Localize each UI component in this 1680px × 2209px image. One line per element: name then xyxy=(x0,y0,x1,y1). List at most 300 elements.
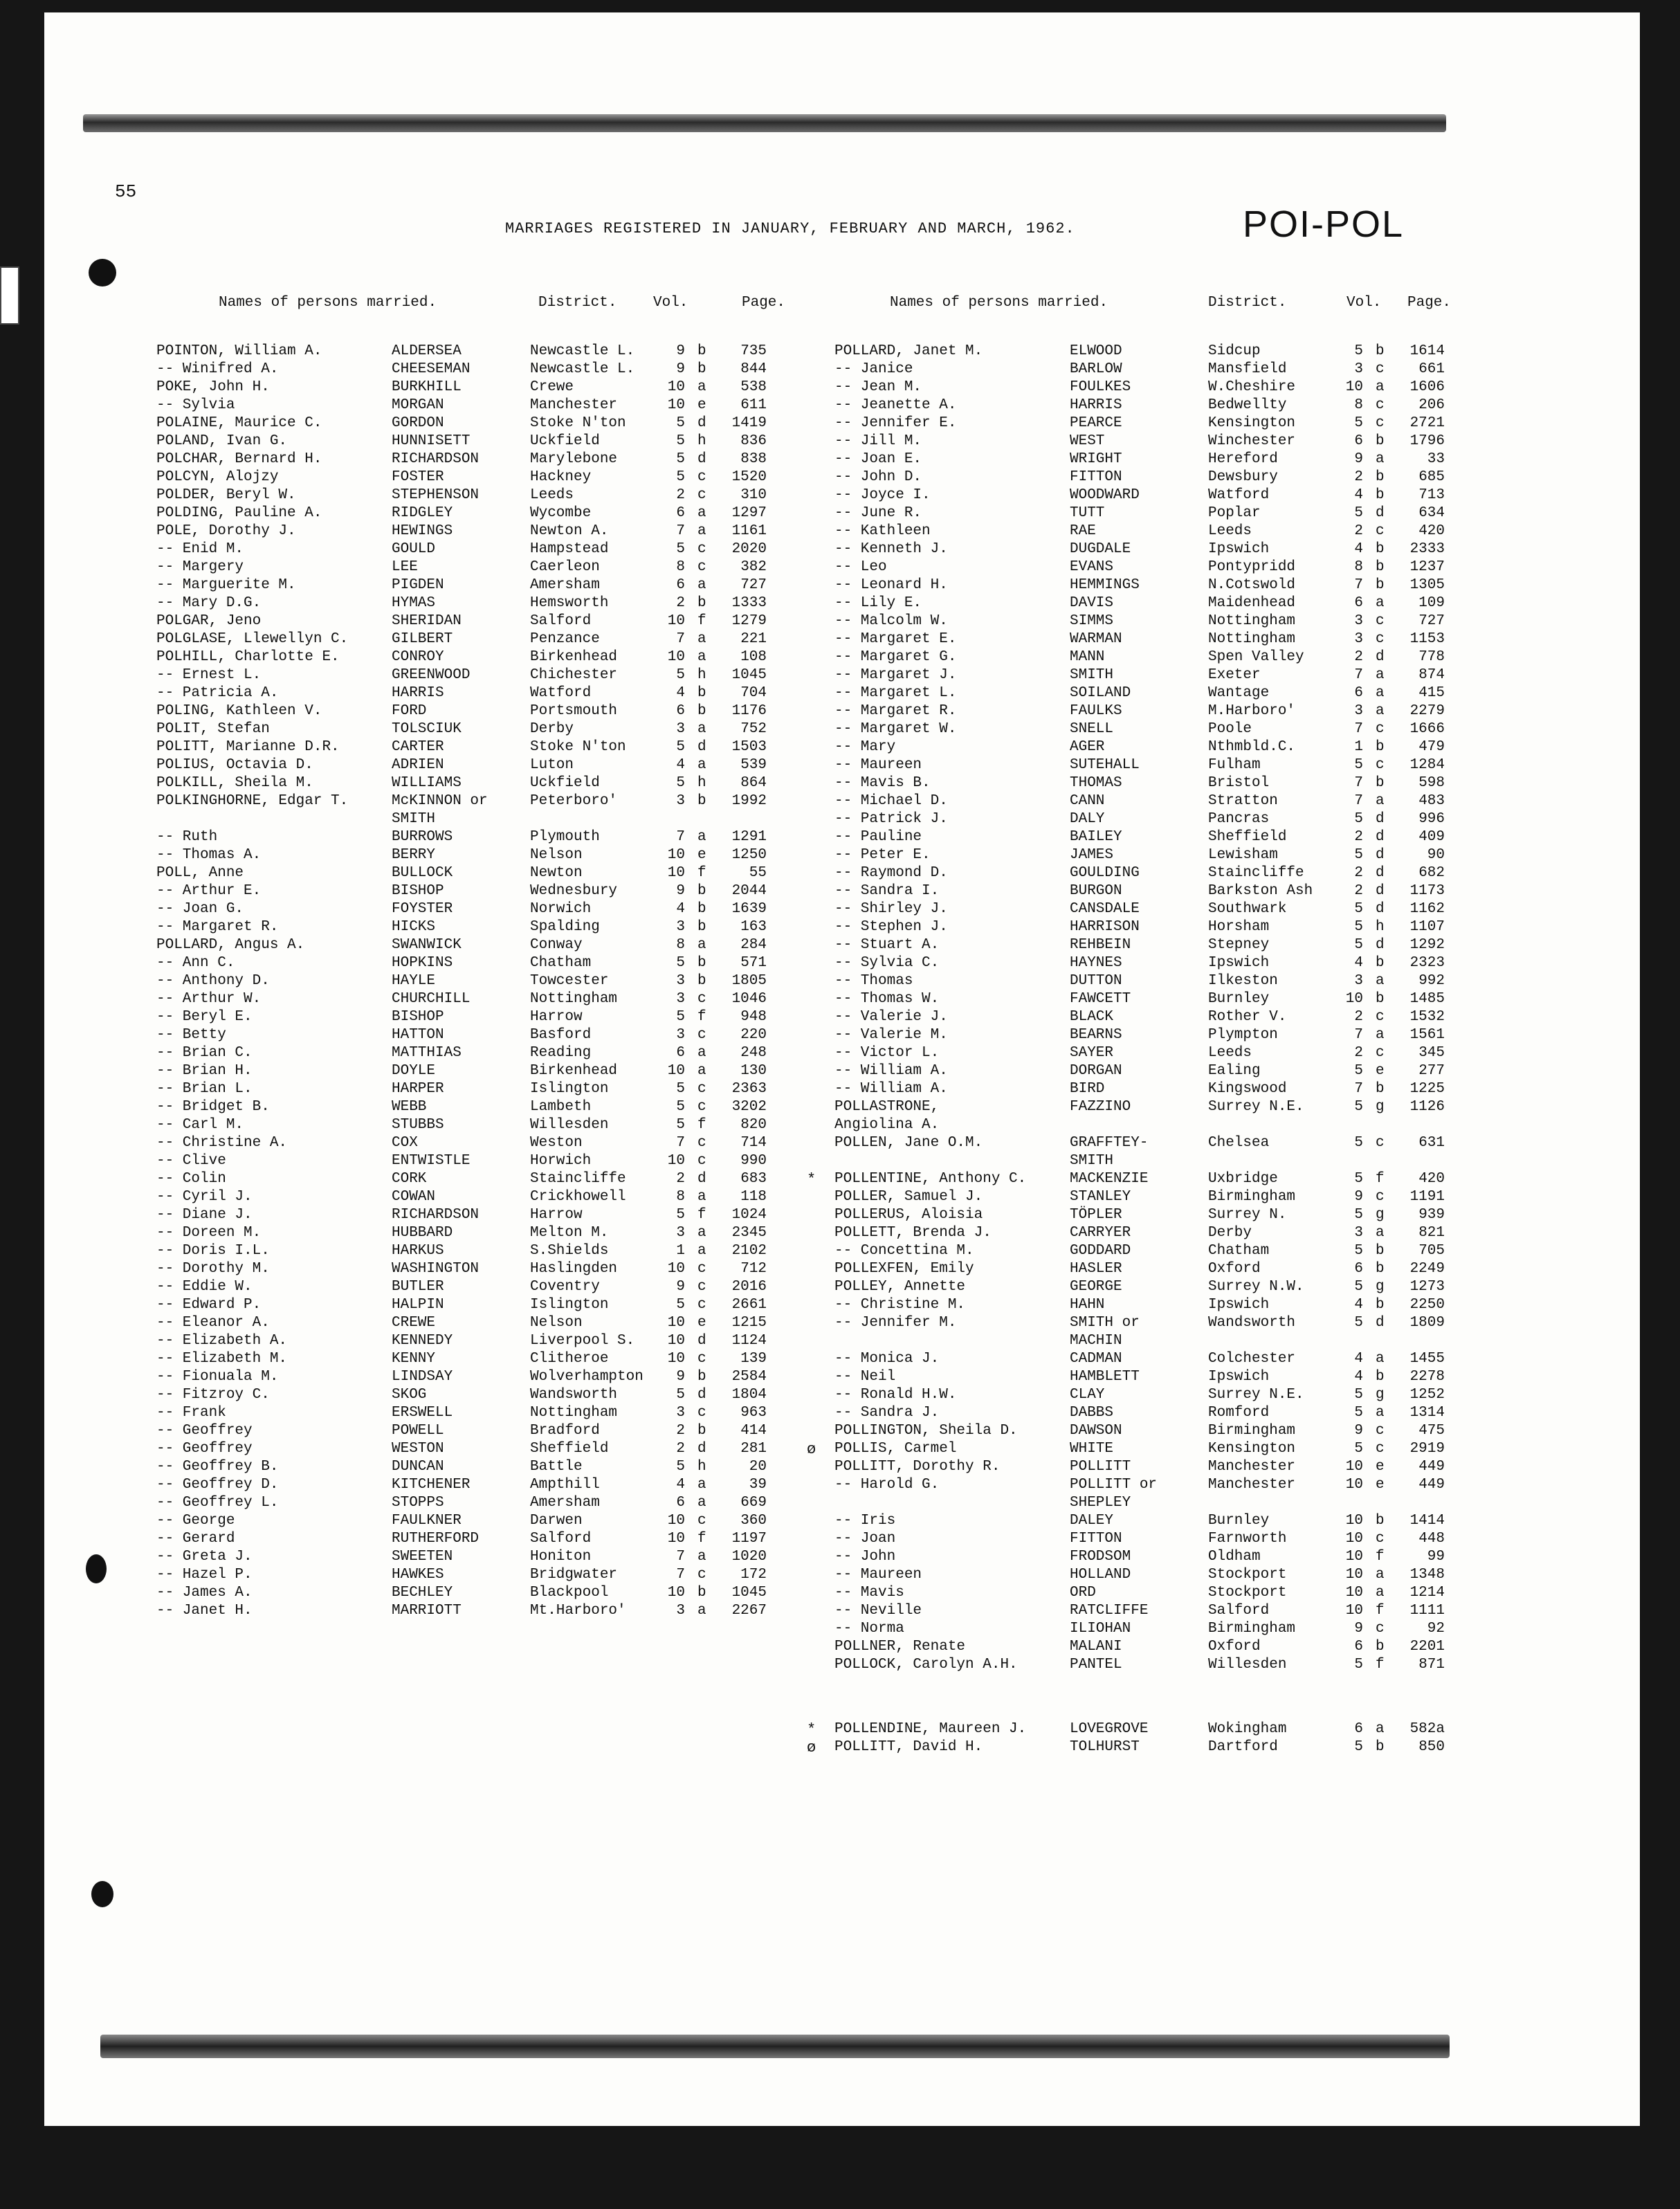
entry-page: 1162 xyxy=(1409,901,1445,917)
entry-name: -- Margaret G. xyxy=(834,649,957,665)
entry-district: Willesden xyxy=(1208,1657,1287,1673)
entry-district: Oxford xyxy=(1208,1639,1261,1655)
entry-district: Liverpool S. xyxy=(530,1333,635,1349)
entry-volume-letter: f xyxy=(1376,1549,1385,1565)
entry-district: Stepney xyxy=(1208,937,1270,953)
entry-page: 1024 xyxy=(731,1207,767,1223)
entry-spouse-surname: ORD xyxy=(1070,1585,1096,1601)
entry-volume-letter: c xyxy=(1376,1189,1385,1205)
entry-district: Hampstead xyxy=(530,541,609,557)
entry-volume: 10 xyxy=(667,1315,685,1331)
entry-spouse-surname: SMITH or xyxy=(1070,1315,1140,1331)
entry-volume: 5 xyxy=(1354,937,1363,953)
entry-district: Surrey N. xyxy=(1208,1207,1287,1223)
entry-page: 582a xyxy=(1409,1721,1445,1737)
entry-district: Nelson xyxy=(530,1315,583,1331)
entry-district: Norwich xyxy=(530,901,592,917)
entry-page: 539 xyxy=(740,757,767,773)
entry-spouse-surname: RATCLIFFE xyxy=(1070,1603,1149,1619)
entry-district: Stratton xyxy=(1208,793,1278,809)
entry-name: -- Patrick J. xyxy=(834,811,948,827)
entry-spouse-surname: HAYLE xyxy=(392,973,436,989)
entry-district: Nelson xyxy=(530,847,583,863)
entry-volume: 5 xyxy=(1354,847,1363,863)
entry-volume-letter: f xyxy=(697,865,706,881)
entry-page: 727 xyxy=(740,577,767,593)
entry-district: Farnworth xyxy=(1208,1531,1287,1547)
entry-name: -- Christine A. xyxy=(156,1135,288,1151)
entry-volume-letter: a xyxy=(1376,1351,1385,1367)
entry-spouse-surname: RICHARDSON xyxy=(392,1207,480,1223)
entry-page: 820 xyxy=(740,1117,767,1133)
entry-district: Horsham xyxy=(1208,919,1270,935)
entry-page: 1279 xyxy=(731,613,767,629)
entry-district: Fulham xyxy=(1208,757,1261,773)
entry-spouse-surname: FAULKS xyxy=(1070,703,1122,719)
entry-page: 2044 xyxy=(731,883,767,899)
entry-name: -- Bridget B. xyxy=(156,1099,270,1115)
entry-page: 1606 xyxy=(1409,379,1445,395)
entry-volume-letter: g xyxy=(1376,1207,1385,1223)
entry-page: 2249 xyxy=(1409,1261,1445,1277)
entry-volume: 2 xyxy=(676,595,685,611)
entry-name: -- Hazel P. xyxy=(156,1567,253,1583)
entry-volume-letter: c xyxy=(697,1081,706,1097)
entry-volume-letter: b xyxy=(1376,1297,1385,1313)
entry-name: -- Clive xyxy=(156,1153,226,1169)
entry-spouse-surname: WARMAN xyxy=(1070,631,1122,647)
entry-volume: 9 xyxy=(676,343,685,359)
entry-district: Wandsworth xyxy=(1208,1315,1296,1331)
entry-name: POLLARD, Janet M. xyxy=(834,343,983,359)
entry-spouse-surname: BUTLER xyxy=(392,1279,444,1295)
entry-page: 1314 xyxy=(1409,1405,1445,1421)
entry-volume: 7 xyxy=(1354,667,1363,683)
entry-volume: 10 xyxy=(1345,1459,1363,1475)
entry-spouse-surname: BURGON xyxy=(1070,883,1122,899)
entry-volume: 5 xyxy=(676,667,685,683)
entry-volume-letter: a xyxy=(1376,667,1385,683)
entry-name: -- Neville xyxy=(834,1603,922,1619)
entry-volume: 5 xyxy=(1354,901,1363,917)
entry-volume: 3 xyxy=(1354,361,1363,377)
entry-page: 1666 xyxy=(1409,721,1445,737)
entry-page: 345 xyxy=(1418,1045,1445,1061)
entry-name: POLLASTRONE, xyxy=(834,1099,940,1115)
entry-spouse-surname: HAWKES xyxy=(392,1567,444,1583)
entry-volume: 4 xyxy=(1354,1369,1363,1385)
entry-name: -- Mary xyxy=(834,739,896,755)
entry-page: 752 xyxy=(740,721,767,737)
page-edge-tab xyxy=(0,266,19,325)
entry-district: Stoke N'ton xyxy=(530,415,626,431)
entry-spouse-surname: ALDERSEA xyxy=(392,343,462,359)
entry-volume: 10 xyxy=(1345,1531,1363,1547)
entry-spouse-surname: DABBS xyxy=(1070,1405,1114,1421)
entry-district: Exeter xyxy=(1208,667,1261,683)
entry-volume-letter: c xyxy=(697,469,706,485)
entry-spouse-surname: SHERIDAN xyxy=(392,613,462,629)
entry-volume: 5 xyxy=(1354,1315,1363,1331)
entry-spouse-surname: SOILAND xyxy=(1070,685,1131,701)
entry-volume-letter: b xyxy=(1376,559,1385,575)
entry-volume-letter: a xyxy=(1376,793,1385,809)
entry-spouse-surname: KENNY xyxy=(392,1351,436,1367)
entry-page: 420 xyxy=(1418,1171,1445,1187)
entry-volume-letter: d xyxy=(1376,811,1385,827)
entry-district: Plympton xyxy=(1208,1027,1278,1043)
entry-volume: 10 xyxy=(667,1513,685,1529)
entry-page: 2584 xyxy=(731,1369,767,1385)
entry-volume-letter: e xyxy=(1376,1459,1385,1475)
entry-volume-letter: h xyxy=(697,775,706,791)
entry-district: Chelsea xyxy=(1208,1135,1270,1151)
entry-page: 1046 xyxy=(731,991,767,1007)
entry-district: Amersham xyxy=(530,577,600,593)
entry-page: 2345 xyxy=(731,1225,767,1241)
entry-volume: 5 xyxy=(1354,343,1363,359)
entry-district: Bedwellty xyxy=(1208,397,1287,413)
entry-page: 713 xyxy=(1418,487,1445,503)
entry-spouse-surname: JAMES xyxy=(1070,847,1114,863)
entry-page: 475 xyxy=(1418,1423,1445,1439)
entry-page: 33 xyxy=(1427,451,1445,467)
entry-volume: 7 xyxy=(1354,721,1363,737)
entry-volume-letter: b xyxy=(697,703,706,719)
entry-spouse-surname: HUBBARD xyxy=(392,1225,453,1241)
entry-volume: 2 xyxy=(1354,523,1363,539)
entry-name: -- Peter E. xyxy=(834,847,931,863)
entry-volume-letter: a xyxy=(697,1603,706,1619)
entry-spouse-surname: CORK xyxy=(392,1171,427,1187)
entry-district: Barkston Ash xyxy=(1208,883,1313,899)
entry-district: Luton xyxy=(530,757,574,773)
entry-spouse-surname: STEPHENSON xyxy=(392,487,480,503)
entry-name: -- Concettina M. xyxy=(834,1243,974,1259)
entry-page: 20 xyxy=(749,1459,767,1475)
entry-volume-letter: d xyxy=(697,415,706,431)
entry-name: -- Margaret R. xyxy=(156,919,279,935)
entry-district: Ipswich xyxy=(1208,955,1270,971)
entry-page: 1173 xyxy=(1409,883,1445,899)
entry-volume-letter: a xyxy=(697,757,706,773)
entry-volume: 3 xyxy=(676,793,685,809)
entry-marker: ø xyxy=(807,1441,816,1458)
entry-district: Darwen xyxy=(530,1513,583,1529)
entry-name: -- Janet H. xyxy=(156,1603,253,1619)
entry-district: Birmingham xyxy=(1208,1189,1296,1205)
entry-volume-letter: g xyxy=(1376,1099,1385,1115)
entry-name: -- Greta J. xyxy=(156,1549,253,1565)
entry-spouse-surname: GILBERT xyxy=(392,631,453,647)
entry-page: 1045 xyxy=(731,667,767,683)
entry-spouse-surname: SNELL xyxy=(1070,721,1114,737)
entry-name: POLLER, Samuel J. xyxy=(834,1189,983,1205)
entry-page: 420 xyxy=(1418,523,1445,539)
entry-district: Weston xyxy=(530,1135,583,1151)
entry-name: -- Cyril J. xyxy=(156,1189,253,1205)
entry-name: POLLETT, Brenda J. xyxy=(834,1225,992,1241)
entry-district: Bristol xyxy=(1208,775,1270,791)
entry-page: 1614 xyxy=(1409,343,1445,359)
entry-page: 571 xyxy=(740,955,767,971)
entry-name: POLDER, Beryl W. xyxy=(156,487,296,503)
entry-volume-letter: c xyxy=(1376,1441,1385,1457)
entry-page: 1503 xyxy=(731,739,767,755)
entry-volume-letter: b xyxy=(697,1369,706,1385)
entry-page: 172 xyxy=(740,1567,767,1583)
entry-volume: 4 xyxy=(676,685,685,701)
entry-volume-letter: b xyxy=(1376,1081,1385,1097)
entry-page: 139 xyxy=(740,1351,767,1367)
entry-volume-letter: g xyxy=(1376,1279,1385,1295)
entry-volume: 5 xyxy=(1354,1207,1363,1223)
entry-volume-letter: a xyxy=(697,937,706,953)
entry-volume-letter: c xyxy=(697,1405,706,1421)
entry-spouse-surname: REHBEIN xyxy=(1070,937,1131,953)
entry-spouse-surname: HAMBLETT xyxy=(1070,1369,1140,1385)
entry-spouse-surname: STUBBS xyxy=(392,1117,444,1133)
entry-volume: 6 xyxy=(676,1495,685,1511)
entry-volume: 3 xyxy=(1354,613,1363,629)
entry-volume-letter: f xyxy=(697,1531,706,1547)
entry-volume-letter: b xyxy=(1376,469,1385,485)
entry-volume-letter: c xyxy=(697,1261,706,1277)
entry-volume-letter: e xyxy=(697,1315,706,1331)
entry-district: Leeds xyxy=(1208,523,1252,539)
entry-district: Surrey N.W. xyxy=(1208,1279,1304,1295)
entry-volume-letter: b xyxy=(1376,955,1385,971)
entry-volume-letter: c xyxy=(1376,523,1385,539)
entry-volume: 3 xyxy=(1354,1225,1363,1241)
entry-volume: 2 xyxy=(1354,883,1363,899)
entry-page: 1419 xyxy=(731,415,767,431)
entry-district: Burnley xyxy=(1208,991,1270,1007)
entry-page: 2020 xyxy=(731,541,767,557)
entry-volume: 10 xyxy=(667,1063,685,1079)
entry-volume: 3 xyxy=(1354,631,1363,647)
entry-volume: 3 xyxy=(676,1225,685,1241)
entry-volume: 6 xyxy=(676,505,685,521)
entry-marker: * xyxy=(807,1721,816,1738)
entry-name: -- Joyce I. xyxy=(834,487,931,503)
entry-spouse-surname: TÖPLER xyxy=(1070,1207,1122,1223)
entry-page: 360 xyxy=(740,1513,767,1529)
entry-volume: 6 xyxy=(1354,1261,1363,1277)
entry-volume: 5 xyxy=(676,433,685,449)
entry-name: POLLENTINE, Anthony C. xyxy=(834,1171,1027,1187)
entry-name: -- John xyxy=(834,1549,896,1565)
entry-district: Oldham xyxy=(1208,1549,1261,1565)
entry-volume-letter: b xyxy=(697,1585,706,1601)
entry-volume-letter: e xyxy=(697,397,706,413)
entry-volume: 5 xyxy=(1354,505,1363,521)
entry-district: Wednesbury xyxy=(530,883,618,899)
entry-district: Chatham xyxy=(530,955,592,971)
entry-name: POLAND, Ivan G. xyxy=(156,433,288,449)
entry-spouse-surname: GODDARD xyxy=(1070,1243,1131,1259)
entry-name: -- Winifred A. xyxy=(156,361,279,377)
entry-district: Birmingham xyxy=(1208,1621,1296,1637)
entry-district: Islington xyxy=(530,1297,609,1313)
entry-name: -- James A. xyxy=(156,1585,253,1601)
entry-name: -- Jeanette A. xyxy=(834,397,957,413)
entry-volume: 8 xyxy=(676,1189,685,1205)
entry-district: Nottingham xyxy=(530,1405,618,1421)
entry-name: -- June R. xyxy=(834,505,922,521)
entry-volume-letter: a xyxy=(697,379,706,395)
entry-name: -- Marguerite M. xyxy=(156,577,296,593)
entry-volume: 8 xyxy=(1354,397,1363,413)
entry-district: Salford xyxy=(530,1531,592,1547)
entry-volume: 5 xyxy=(676,955,685,971)
entry-page: 2919 xyxy=(1409,1441,1445,1457)
entry-volume-letter: d xyxy=(697,739,706,755)
entry-volume-letter: c xyxy=(1376,415,1385,431)
entry-spouse-surname: ADRIEN xyxy=(392,757,444,773)
entry-spouse-surname: HARKUS xyxy=(392,1243,444,1259)
entry-name: POLLEY, Annette xyxy=(834,1279,966,1295)
entry-volume: 2 xyxy=(676,1441,685,1457)
entry-spouse-surname: MACHIN xyxy=(1070,1333,1122,1349)
entry-spouse-surname: DALY xyxy=(1070,811,1105,827)
entry-name: -- Margaret L. xyxy=(834,685,957,701)
entry-spouse-surname: RICHARDSON xyxy=(392,451,480,467)
entry-district: Newcastle L. xyxy=(530,361,635,377)
entry-name: -- Monica J. xyxy=(834,1351,940,1367)
entry-page: 2267 xyxy=(731,1603,767,1619)
entry-volume-letter: a xyxy=(1376,1405,1385,1421)
header-vol: Vol. xyxy=(1346,295,1382,311)
entry-spouse-surname: HAYNES xyxy=(1070,955,1122,971)
entry-volume-letter: c xyxy=(1376,361,1385,377)
entry-name: -- Edward P. xyxy=(156,1297,262,1313)
entry-page: 1252 xyxy=(1409,1387,1445,1403)
entry-volume: 2 xyxy=(676,487,685,503)
entry-spouse-surname: ELWOOD xyxy=(1070,343,1122,359)
entry-volume-letter: b xyxy=(697,883,706,899)
entry-district: Islington xyxy=(530,1081,609,1097)
entry-volume-letter: h xyxy=(1376,919,1385,935)
entry-volume-letter: a xyxy=(697,1477,706,1493)
entry-spouse-surname: DAVIS xyxy=(1070,595,1114,611)
entry-volume-letter: b xyxy=(697,793,706,809)
entry-volume-letter: a xyxy=(697,1045,706,1061)
entry-spouse-surname: SKOG xyxy=(392,1387,427,1403)
entry-volume: 9 xyxy=(676,883,685,899)
entry-volume: 6 xyxy=(1354,595,1363,611)
entry-page: 163 xyxy=(740,919,767,935)
entry-page: 415 xyxy=(1418,685,1445,701)
entry-volume-letter: a xyxy=(1376,595,1385,611)
entry-volume: 10 xyxy=(1345,379,1363,395)
entry-name: -- Maureen xyxy=(834,1567,922,1583)
entry-volume: 5 xyxy=(1354,1063,1363,1079)
entry-name: -- Pauline xyxy=(834,829,922,845)
entry-volume: 10 xyxy=(667,1531,685,1547)
entry-district: Derby xyxy=(530,721,574,737)
entry-page: 685 xyxy=(1418,469,1445,485)
entry-spouse-surname: HOPKINS xyxy=(392,955,453,971)
entry-volume: 5 xyxy=(676,1009,685,1025)
entry-district: Hereford xyxy=(1208,451,1278,467)
entry-volume: 10 xyxy=(667,847,685,863)
entry-name: -- William A. xyxy=(834,1081,948,1097)
entry-spouse-surname: BISHOP xyxy=(392,883,444,899)
entry-spouse-surname: SWEETEN xyxy=(392,1549,453,1565)
entry-page: 1284 xyxy=(1409,757,1445,773)
entry-volume-letter: b xyxy=(1376,343,1385,359)
entry-volume: 4 xyxy=(676,757,685,773)
entry-name: -- Ruth xyxy=(156,829,218,845)
entry-name: -- Fionuala M. xyxy=(156,1369,279,1385)
entry-spouse-surname: HALPIN xyxy=(392,1297,444,1313)
entry-volume: 3 xyxy=(676,991,685,1007)
entry-volume: 6 xyxy=(1354,685,1363,701)
entry-name: POLAINE, Maurice C. xyxy=(156,415,322,431)
entry-name: -- Harold G. xyxy=(834,1477,940,1493)
entry-volume-letter: c xyxy=(697,487,706,503)
entry-volume: 5 xyxy=(676,739,685,755)
entry-spouse-surname: CANSDALE xyxy=(1070,901,1140,917)
entry-page: 281 xyxy=(740,1441,767,1457)
entry-volume: 9 xyxy=(1354,1189,1363,1205)
entry-name: -- Thomas xyxy=(834,973,913,989)
entry-volume: 7 xyxy=(1354,1081,1363,1097)
entry-volume-letter: a xyxy=(697,1495,706,1511)
entry-spouse-surname: FAWCETT xyxy=(1070,991,1131,1007)
entry-spouse-surname: DUTTON xyxy=(1070,973,1122,989)
entry-page: 661 xyxy=(1418,361,1445,377)
entry-volume-letter: b xyxy=(1376,1739,1385,1755)
entry-name: -- Carl M. xyxy=(156,1117,244,1133)
entry-page: 2363 xyxy=(731,1081,767,1097)
entry-page: 310 xyxy=(740,487,767,503)
header-names: Names of persons married. xyxy=(219,295,437,311)
entry-volume-letter: b xyxy=(697,919,706,935)
entry-name: -- Joan G. xyxy=(156,901,244,917)
entry-name: -- Margaret J. xyxy=(834,667,957,683)
entry-volume-letter: b xyxy=(697,1423,706,1439)
entry-district: Dewsbury xyxy=(1208,469,1278,485)
entry-name: -- Malcolm W. xyxy=(834,613,948,629)
entry-page: 2323 xyxy=(1409,955,1445,971)
entry-page: 3202 xyxy=(731,1099,767,1115)
entry-page: 634 xyxy=(1418,505,1445,521)
entry-volume: 6 xyxy=(1354,1721,1363,1737)
entry-volume-letter: c xyxy=(1376,631,1385,647)
entry-volume: 1 xyxy=(1354,739,1363,755)
entry-volume-letter: b xyxy=(1376,433,1385,449)
entry-spouse-surname: ERSWELL xyxy=(392,1405,453,1421)
entry-volume-letter: a xyxy=(1376,1721,1385,1737)
entry-page: 1291 xyxy=(731,829,767,845)
entry-district: Poole xyxy=(1208,721,1252,737)
entry-district: Stoke N'ton xyxy=(530,739,626,755)
entry-volume: 5 xyxy=(676,1099,685,1115)
entry-name: POLLENDINE, Maureen J. xyxy=(834,1721,1027,1737)
entry-volume: 5 xyxy=(1354,1243,1363,1259)
entry-name: POLLITT, Dorothy R. xyxy=(834,1459,1001,1475)
entry-district: Burnley xyxy=(1208,1513,1270,1529)
entry-volume-letter: b xyxy=(1376,991,1385,1007)
entry-spouse-surname: POLLITT or xyxy=(1070,1477,1158,1493)
entry-spouse-surname: CHURCHILL xyxy=(392,991,471,1007)
top-rule xyxy=(83,114,1446,132)
entry-district: Spen Valley xyxy=(1208,649,1304,665)
entry-page: 874 xyxy=(1418,667,1445,683)
page-title: MARRIAGES REGISTERED IN JANUARY, FEBRUARY AND MARCH, 1962. xyxy=(505,220,1075,237)
